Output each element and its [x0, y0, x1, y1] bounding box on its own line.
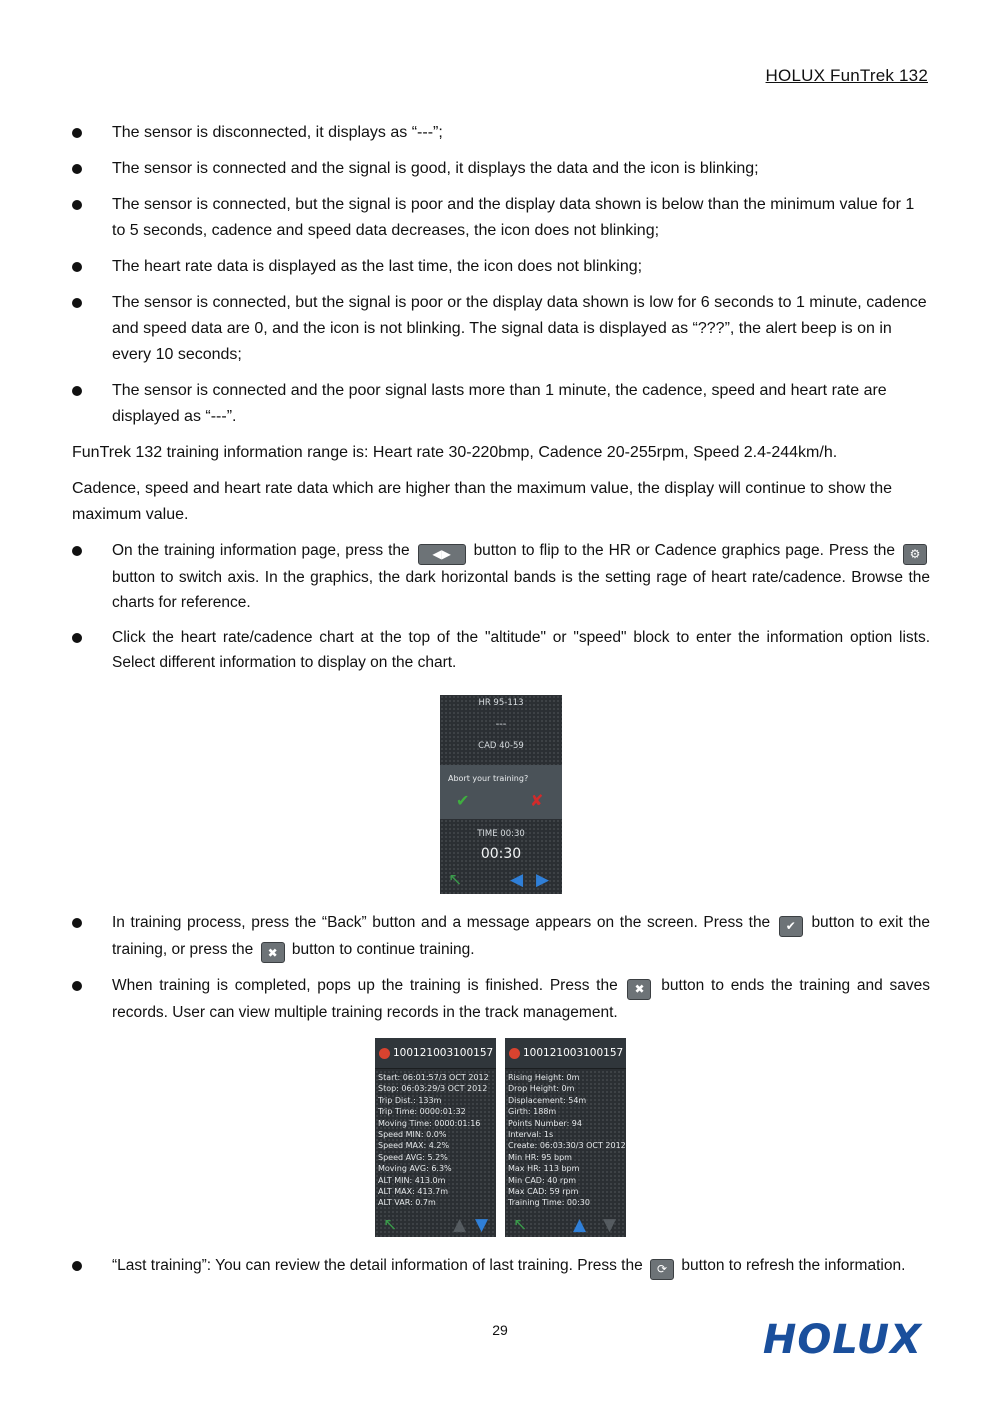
page-content-lower [72, 910, 930, 1035]
right-arrow-icon[interactable]: ▶ [536, 870, 550, 890]
check-icon: ✔ [779, 916, 803, 937]
page-content-bottom [72, 1253, 930, 1290]
back-arrow-icon[interactable]: ↖ [448, 870, 463, 890]
record-title-bar [505, 1038, 626, 1069]
bullet-item: The sensor is connected and the signal is good, it displays the data and the icon is blinking; [72, 156, 930, 182]
training-record-screenshot-1 [375, 1038, 496, 1237]
dialog-message: Abort your training? [448, 774, 529, 783]
record-details [378, 1072, 489, 1209]
gear-icon: ⚙ [903, 544, 927, 565]
bullet-back [72, 910, 930, 963]
record-line: Stop: 06:03:29/3 OCT 2012 [378, 1084, 488, 1094]
record-line: Speed AVG: 5.2% [378, 1152, 448, 1162]
record-line: Displacement: 54m [508, 1095, 587, 1105]
holux-logo: HOLUX [762, 1317, 922, 1363]
record-line: ALT MIN: 413.0m [378, 1175, 446, 1185]
time-value: 00:30 [480, 846, 522, 862]
bullet-click: Click the heart rate/cadence chart at the top of the "altitude" or "speed" block to enter the information option lists. Select different information to display on the chart. [72, 625, 930, 675]
time-label: TIME 00:30 [477, 829, 525, 839]
abort-training-screenshot [440, 695, 562, 894]
down-arrow-icon[interactable]: ▼ [475, 1215, 489, 1235]
up-arrow-icon[interactable]: ▲ [453, 1215, 467, 1235]
record-line: Min CAD: 40 rpm [508, 1175, 577, 1185]
record-line: Speed MIN: 0.0% [378, 1130, 447, 1140]
left-arrow-icon[interactable]: ◀ [510, 870, 524, 890]
record-line: Trip Dist.: 133m [378, 1095, 442, 1105]
bullet-done [72, 973, 930, 1025]
paragraph-range: FunTrek 132 training information range is: Heart rate 30-220bmp, Cadence 20-255rpm, Speed 2.4-244km/h. [72, 444, 838, 461]
bullet-flip [72, 538, 930, 615]
record-id: 100121003100157 [393, 1047, 494, 1059]
down-arrow-icon[interactable]: ▼ [603, 1215, 617, 1235]
page-content [72, 120, 930, 685]
bullet-text: button to continue training. [291, 940, 475, 958]
back-arrow-icon[interactable]: ↖ [513, 1215, 528, 1235]
bullet-text: button to refresh the information. [681, 1257, 906, 1274]
record-title-bar [375, 1038, 496, 1069]
bullet-item: The sensor is connected, but the signal is poor or the display data shown is low for 6 seconds to 1 minute, cadence and speed data are 0, and the icon is not blinking. The signal data is displayed as “???”, the alert beep is on in every 10 seconds; [72, 290, 930, 368]
refresh-icon: ⟳ [650, 1259, 674, 1280]
cross-icon: ✖ [261, 942, 285, 963]
check-icon[interactable]: ✔ [456, 791, 470, 810]
flip-arrows-icon: ◀▶ [418, 544, 466, 565]
record-line: Training Time: 00:30 [508, 1198, 590, 1208]
record-id: 100121003100157 [523, 1047, 624, 1059]
value-placeholder: --- [495, 719, 507, 730]
bullet-text: On the training information page, press the [112, 542, 410, 559]
record-line: Points Number: 94 [508, 1118, 582, 1128]
hr-range-label: HR 95-113 [478, 698, 524, 708]
training-record-screenshot-2 [505, 1038, 626, 1237]
record-line: Interval: 1s [508, 1130, 554, 1140]
cad-range-label: CAD 40-59 [478, 741, 524, 751]
bullet-text: button to flip to the HR or Cadence graphics page. Press the [473, 542, 896, 559]
record-line: Moving AVG: 6.3% [378, 1164, 452, 1174]
record-line: Girth: 188m [508, 1107, 557, 1117]
bullet-text: button to ends the training and saves records. User can view multiple training records in the track management. [112, 977, 930, 1021]
heart-icon [509, 1048, 520, 1059]
record-line: Start: 06:01:57/3 OCT 2012 [378, 1073, 489, 1082]
record-line: Drop Height: 0m [508, 1084, 575, 1094]
bullet-item: The sensor is connected, but the signal is poor and the display data shown is below than the minimum value for 1 to 5 seconds, cadence and speed data decreases, the icon does not blinking; [72, 192, 930, 244]
record-line: ALT MAX: 413.7m [378, 1187, 449, 1197]
bullet-text: button to exit the training, or press the [112, 914, 930, 958]
record-line: Rising Height: 0m [508, 1073, 580, 1082]
record-line: ALT VAR: 0.7m [378, 1198, 436, 1208]
record-line: Create: 06:03:30/3 OCT 2012 [508, 1141, 626, 1151]
record-line: Speed MAX: 4.2% [378, 1141, 450, 1151]
record-line: Min HR: 95 bpm [508, 1152, 572, 1162]
bullet-text: “Last training”: You can review the detail information of last training. Press the [112, 1257, 643, 1274]
bullet-text: button to switch axis. In the graphics, the dark horizontal bands is the setting rage of heart rate/cadence. Browse the charts for reference. [112, 568, 930, 611]
record-line: Moving Time: 0000:01:16 [378, 1118, 481, 1128]
record-details [508, 1072, 626, 1209]
up-arrow-icon[interactable]: ▲ [573, 1215, 587, 1235]
cross-icon[interactable]: ✘ [530, 791, 544, 810]
cross-icon: ✖ [627, 979, 651, 1000]
back-arrow-icon[interactable]: ↖ [383, 1215, 398, 1235]
bullet-text: In training process, press the “Back” button and a message appears on the screen. Press the [112, 914, 771, 931]
record-line: Trip Time: 0000:01:32 [378, 1107, 466, 1117]
abort-dialog [440, 765, 562, 819]
page-header: HOLUX FunTrek 132 [765, 66, 928, 85]
bullet-item: The sensor is disconnected, it displays as “---”; [72, 120, 930, 146]
record-line: Max HR: 113 bpm [508, 1164, 580, 1174]
record-line: Max CAD: 59 rpm [508, 1187, 579, 1197]
paragraph-maximum: Cadence, speed and heart rate data which are higher than the maximum value, the display will continue to show the maximum value. [72, 480, 893, 523]
bullet-item: The sensor is connected and the poor signal lasts more than 1 minute, the cadence, speed and heart rate are displayed as “---”. [72, 378, 930, 430]
bullet-text: When training is completed, pops up the training is finished. Press the [112, 977, 618, 994]
page-number: 29 [492, 1322, 508, 1338]
bullet-last-training [72, 1253, 930, 1280]
heart-icon [379, 1048, 390, 1059]
bullet-item: The heart rate data is displayed as the last time, the icon does not blinking; [72, 254, 930, 280]
